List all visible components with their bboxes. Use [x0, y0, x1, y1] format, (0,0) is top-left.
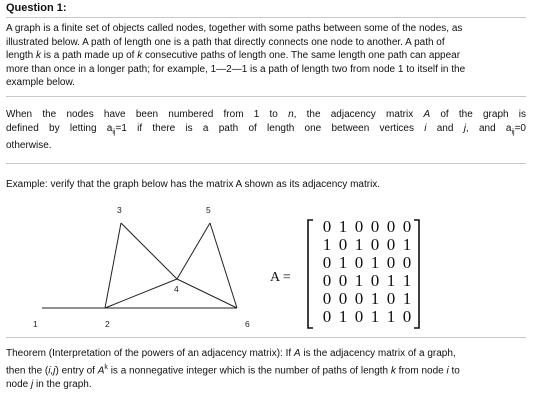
matrix-cell: 0: [370, 235, 380, 254]
paragraph-line: [6, 361, 526, 378]
matrix-cell: 1: [386, 271, 396, 290]
matrix-cell: 0: [322, 217, 332, 236]
matrix-row: [319, 253, 415, 273]
matrix-cell: 0: [322, 253, 332, 272]
text: , the adjacency matrix: [293, 109, 424, 120]
matrix-cell: 0: [402, 253, 412, 272]
text: is the adjacency matrix of a graph,: [300, 348, 456, 359]
paragraph-line: A graph is a finite set of objects called nodes, together with some paths between some of the nodes, as: [6, 23, 463, 34]
edge-5-6: [210, 223, 237, 308]
node-label: 6: [245, 319, 250, 329]
subscript: ij: [511, 128, 515, 136]
italic-k: k: [390, 364, 396, 376]
text: from node: [395, 364, 447, 376]
edge-4-6: [177, 279, 237, 308]
matrix-cell: 0: [338, 271, 348, 290]
text: then the (: [6, 364, 49, 376]
text: length: [6, 50, 37, 62]
matrix-cell: 0: [322, 307, 332, 326]
text: to: [448, 364, 460, 376]
matrix-cell: 0: [354, 307, 364, 326]
matrix-label: A =: [270, 270, 291, 285]
edge-3-4: [121, 223, 177, 279]
matrix-cell: 1: [386, 307, 396, 326]
text: defined by letting a: [6, 122, 113, 134]
text: , and a: [465, 122, 512, 134]
matrix-cell: 1: [402, 235, 412, 254]
text: in the graph.: [33, 378, 92, 390]
edge-2-3: [105, 223, 121, 308]
text: When the nodes have been numbered from 1 to: [6, 109, 289, 120]
text: ) entry of: [55, 364, 98, 376]
matrix-cell: 0: [370, 271, 380, 290]
matrix-cell: 0: [338, 235, 348, 254]
matrix-cell: 1: [322, 235, 332, 254]
matrix-cell: 0: [354, 289, 364, 308]
matrix-cell: 0: [386, 217, 396, 236]
matrix-row: [319, 307, 415, 327]
matrix-cell: 0: [386, 235, 396, 254]
example-text: Example: verify that the graph below has the matrix A shown as its adjacency matrix.: [6, 179, 381, 190]
node-label: 1: [33, 319, 38, 329]
matrix-cell: 0: [338, 289, 348, 308]
text: =0: [514, 122, 526, 134]
italic-A: A: [293, 348, 301, 359]
italic-n: n: [288, 109, 294, 120]
matrix-cell: 0: [402, 217, 412, 236]
subscript: ij: [112, 128, 116, 136]
text: is a nonnegative integer which is the number of paths of length: [107, 364, 391, 376]
matrix-cell: 0: [322, 289, 332, 308]
matrix-cell: 1: [370, 289, 380, 308]
matrix-row: [319, 235, 415, 255]
matrix-cell: 0: [322, 271, 332, 290]
matrix-cell: 0: [386, 289, 396, 308]
node-label: 5: [206, 205, 211, 215]
edge-2-4: [105, 279, 177, 308]
matrix-cell: 1: [402, 289, 412, 308]
superscript-k: k: [104, 363, 108, 371]
text: consecutive paths of length one. The same length one path can appear: [142, 50, 461, 62]
matrix-cell: 0: [354, 253, 364, 272]
text: and: [426, 122, 464, 134]
text: is a path made up of: [41, 50, 138, 62]
adjacency-matrix: [307, 218, 525, 330]
italic-j: j: [463, 122, 466, 134]
matrix-cell: 0: [386, 253, 396, 272]
matrix-cell: 1: [354, 235, 364, 254]
matrix-cell: 0: [354, 217, 364, 236]
text: =1 if there is a path of length one between vertices: [115, 122, 425, 134]
italic-i: i: [424, 122, 427, 134]
paragraph-line: [6, 378, 526, 392]
node-label: 3: [117, 205, 122, 215]
paragraph-line: example below.: [6, 77, 75, 89]
paragraph-line: more than once in a longer path; for example, 1—2—1 is a path of length two from node 1 to itself in the: [6, 63, 466, 75]
matrix-cell: 1: [370, 307, 380, 326]
matrix-cell: 1: [354, 271, 364, 290]
divider: [6, 337, 526, 338]
paragraph-line: [6, 347, 526, 361]
italic-j: j: [31, 378, 34, 390]
text: Theorem (Interpretation of the powers of an adjacency matrix): If: [6, 348, 294, 359]
matrix-cell: 0: [402, 307, 412, 326]
paragraph-line: otherwise.: [6, 140, 52, 152]
text: node: [6, 378, 32, 390]
matrix-row: [319, 217, 415, 237]
theorem-text: [6, 347, 526, 391]
node-label: 4: [174, 284, 179, 294]
matrix-row: [319, 289, 415, 309]
matrix-cell: 0: [370, 217, 380, 236]
matrix-cell: 1: [338, 253, 348, 272]
matrix-row: [319, 271, 415, 291]
italic-ij: i,j: [48, 364, 56, 376]
italic-A: A: [97, 364, 105, 376]
text: of the graph is: [430, 109, 527, 120]
matrix-cell: 1: [402, 271, 412, 290]
italic-i: i: [446, 364, 449, 376]
edge-4-5: [177, 223, 210, 279]
matrix-cell: 1: [338, 307, 348, 326]
node-label: 2: [105, 319, 110, 329]
paragraph-line: illustrated below. A path of length one is a path that directly connects one node to another. A path of: [6, 36, 445, 48]
italic-k: k: [36, 50, 42, 62]
matrix-cell: 1: [338, 217, 348, 236]
matrix-cell: 1: [370, 253, 380, 272]
question-title: Question 1:: [6, 2, 67, 14]
italic-k: k: [137, 50, 143, 62]
left-bracket: [308, 220, 313, 328]
italic-A: A: [423, 109, 431, 120]
